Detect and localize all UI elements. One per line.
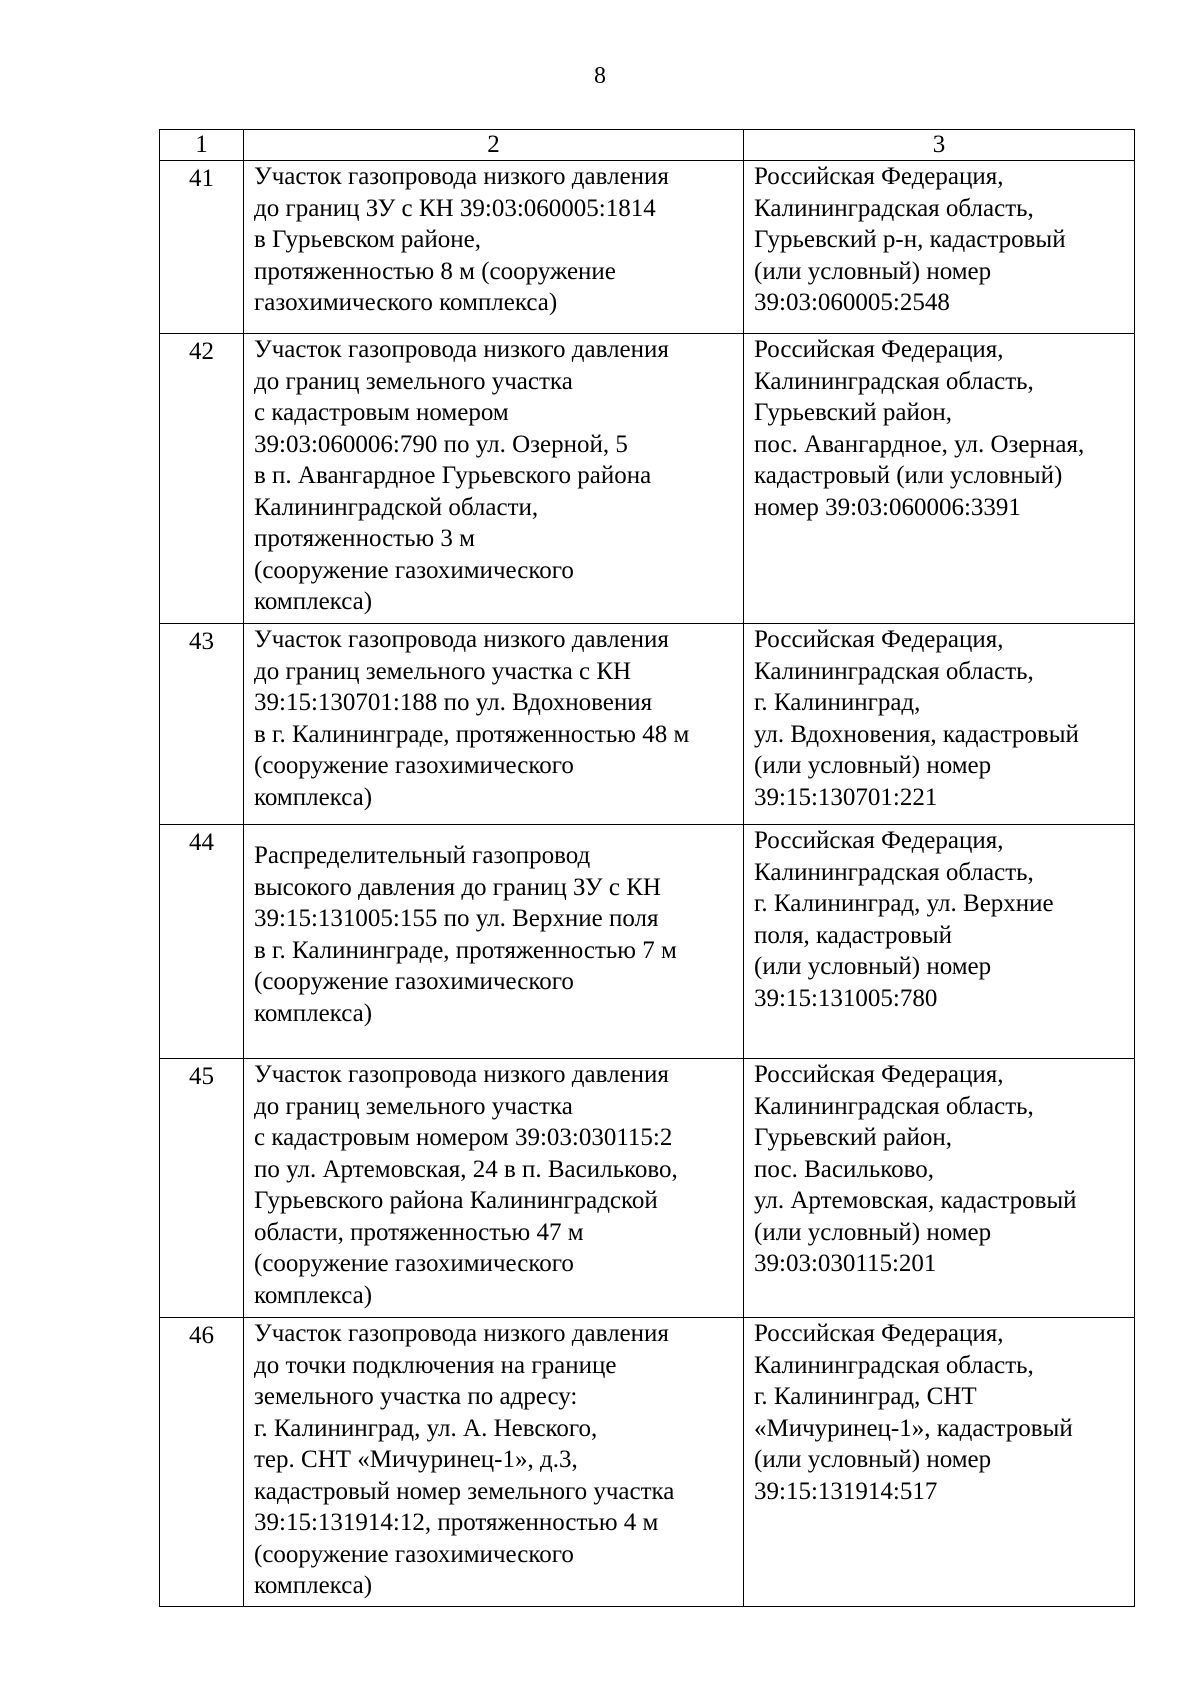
table-row [160,1318,1135,1607]
description-line: Участок газопровода низкого давления [254,626,669,653]
description-line: с кадастровым номером [254,399,509,426]
description-line: до границ земельного участка [254,1092,573,1120]
row-number: 42 [160,334,244,624]
location-line: Калининградская область, [754,194,1034,222]
description-line: в Гурьевском районе, [254,226,481,253]
table-row [160,624,1135,825]
description-line: газохимического комплекса) [254,289,558,316]
row-description [244,161,744,334]
description-line: комплекса) [254,999,373,1027]
description-line: в п. Авангардное Гурьевского района [254,462,652,489]
description-line: (сооружение газохимического [254,752,574,779]
description-line: до границ земельного участка с КН [254,657,632,685]
location-line: Калининградская область, [754,367,1034,395]
description-line: 39:03:060006:790 по ул. Озерной, 5 [254,430,628,458]
row-description [244,334,744,624]
description-line: тер. СНТ «Мичуринец-1», д.3, [254,1446,578,1473]
description-line: Участок газопровода низкого давления [254,1061,669,1088]
location-line: (или условный) номер [754,1446,992,1473]
registry-table [159,129,1135,1607]
table-row [160,825,1135,1059]
row-description [244,624,744,825]
description-line: комплекса) [254,1572,373,1599]
description-line: до границ земельного участка [254,367,573,395]
table-row [160,334,1135,624]
description-line: Участок газопровода низкого давления [254,1320,669,1347]
description-line: Распределительный газопровод [254,842,591,869]
location-line: 39:03:030115:201 [754,1250,937,1277]
table-row [160,1059,1135,1318]
description-line: протяженностью 8 м (сооружение [254,257,616,285]
description-line: 39:15:130701:188 по ул. Вдохновения [254,689,653,716]
column-header-description: 2 [244,130,744,161]
location-line: (или условный) номер [754,953,992,980]
location-line: Калининградская область, [754,1351,1034,1379]
description-line: в г. Калининграде, протяженностью 48 м [254,720,690,748]
description-line: г. Калининград, ул. А. Невского, [254,1414,598,1442]
location-line: Калининградская область, [754,1092,1034,1120]
location-line: 39:15:130701:221 [754,783,938,811]
description-line: Участок газопровода низкого давления [254,163,669,190]
description-line: с кадастровым номером 39:03:030115:2 [254,1124,673,1151]
location-line: г. Калининград, СНТ [754,1383,977,1410]
description-line: комплекса) [254,783,373,811]
location-line: кадастровый (или условный) [754,462,1063,489]
description-line: 39:15:131005:155 по ул. Верхние поля [254,905,659,932]
page-number: 8 [594,63,606,89]
description-line: комплекса) [254,588,373,615]
location-line: «Мичуринец-1», кадастровый [754,1414,1073,1442]
description-line: 39:15:131914:12, протяженностью 4 м [254,1509,659,1536]
location-line: ул. Артемовская, кадастровый [754,1187,1077,1214]
location-line: (или условный) номер [754,752,992,779]
location-line: Российская Федерация, [754,336,1004,363]
location-line: 39:15:131005:780 [754,984,938,1012]
description-line: до точки подключения на границе [254,1351,617,1379]
location-line: ул. Вдохновения, кадастровый [754,720,1079,748]
description-line: (сооружение газохимического [254,556,574,584]
location-line: Калининградская область, [754,657,1034,685]
description-line: по ул. Артемовская, 24 в п. Васильково, [254,1155,678,1183]
description-line: Гурьевского района Калининградской [254,1187,658,1214]
row-description [244,825,744,1059]
description-line: протяженностью 3 м [254,525,475,552]
location-line: г. Калининград, ул. Верхние [754,890,1054,917]
row-location [744,1318,1135,1607]
location-line: пос. Авангардное, ул. Озерная, [754,430,1085,458]
description-line: комплекса) [254,1281,373,1309]
location-line: номер 39:03:060006:3391 [754,493,1021,521]
description-line: (сооружение газохимического [254,968,574,995]
location-line: Российская Федерация, [754,626,1004,653]
description-line: Участок газопровода низкого давления [254,336,669,363]
row-location [744,161,1135,334]
description-line: (сооружение газохимического [254,1540,574,1568]
location-line: (или условный) номер [754,257,992,285]
row-description [244,1059,744,1318]
location-line: Гурьевский район, [754,1124,953,1151]
description-line: земельного участка по адресу: [254,1383,578,1410]
table-body [160,161,1135,1607]
row-location [744,334,1135,624]
column-header-location: 3 [744,130,1135,161]
row-number: 46 [160,1318,244,1607]
location-line: Гурьевский р-н, кадастровый [754,226,1066,253]
location-line: Российская Федерация, [754,827,1004,854]
row-number: 45 [160,1059,244,1318]
row-number: 44 [160,825,244,1059]
row-number: 43 [160,624,244,825]
table-header-row [160,130,1135,161]
location-line: 39:03:060005:2548 [754,289,950,316]
row-description [244,1318,744,1607]
description-line: области, протяженностью 47 м [254,1218,584,1246]
row-location [744,825,1135,1059]
table-row [160,161,1135,334]
row-location [744,624,1135,825]
location-line: Гурьевский район, [754,399,953,426]
location-line: Российская Федерация, [754,163,1004,190]
description-line: кадастровый номер земельного участка [254,1477,675,1505]
location-line: поля, кадастровый [754,921,953,949]
location-line: г. Калининград, [754,689,921,716]
description-line: Калининградской области, [254,493,539,521]
description-line: до границ ЗУ с КН 39:03:060005:1814 [254,194,656,222]
row-number: 41 [160,161,244,334]
description-line: (сооружение газохимического [254,1250,574,1277]
location-line: (или условный) номер [754,1218,992,1246]
location-line: пос. Васильково, [754,1155,934,1183]
column-header-number: 1 [160,130,244,161]
description-line: высокого давления до границ ЗУ с КН [254,873,661,901]
description-line: в г. Калининграде, протяженностью 7 м [254,936,677,964]
location-line: Российская Федерация, [754,1061,1004,1088]
row-location [744,1059,1135,1318]
location-line: 39:15:131914:517 [754,1477,938,1505]
location-line: Российская Федерация, [754,1320,1004,1347]
location-line: Калининградская область, [754,858,1034,886]
